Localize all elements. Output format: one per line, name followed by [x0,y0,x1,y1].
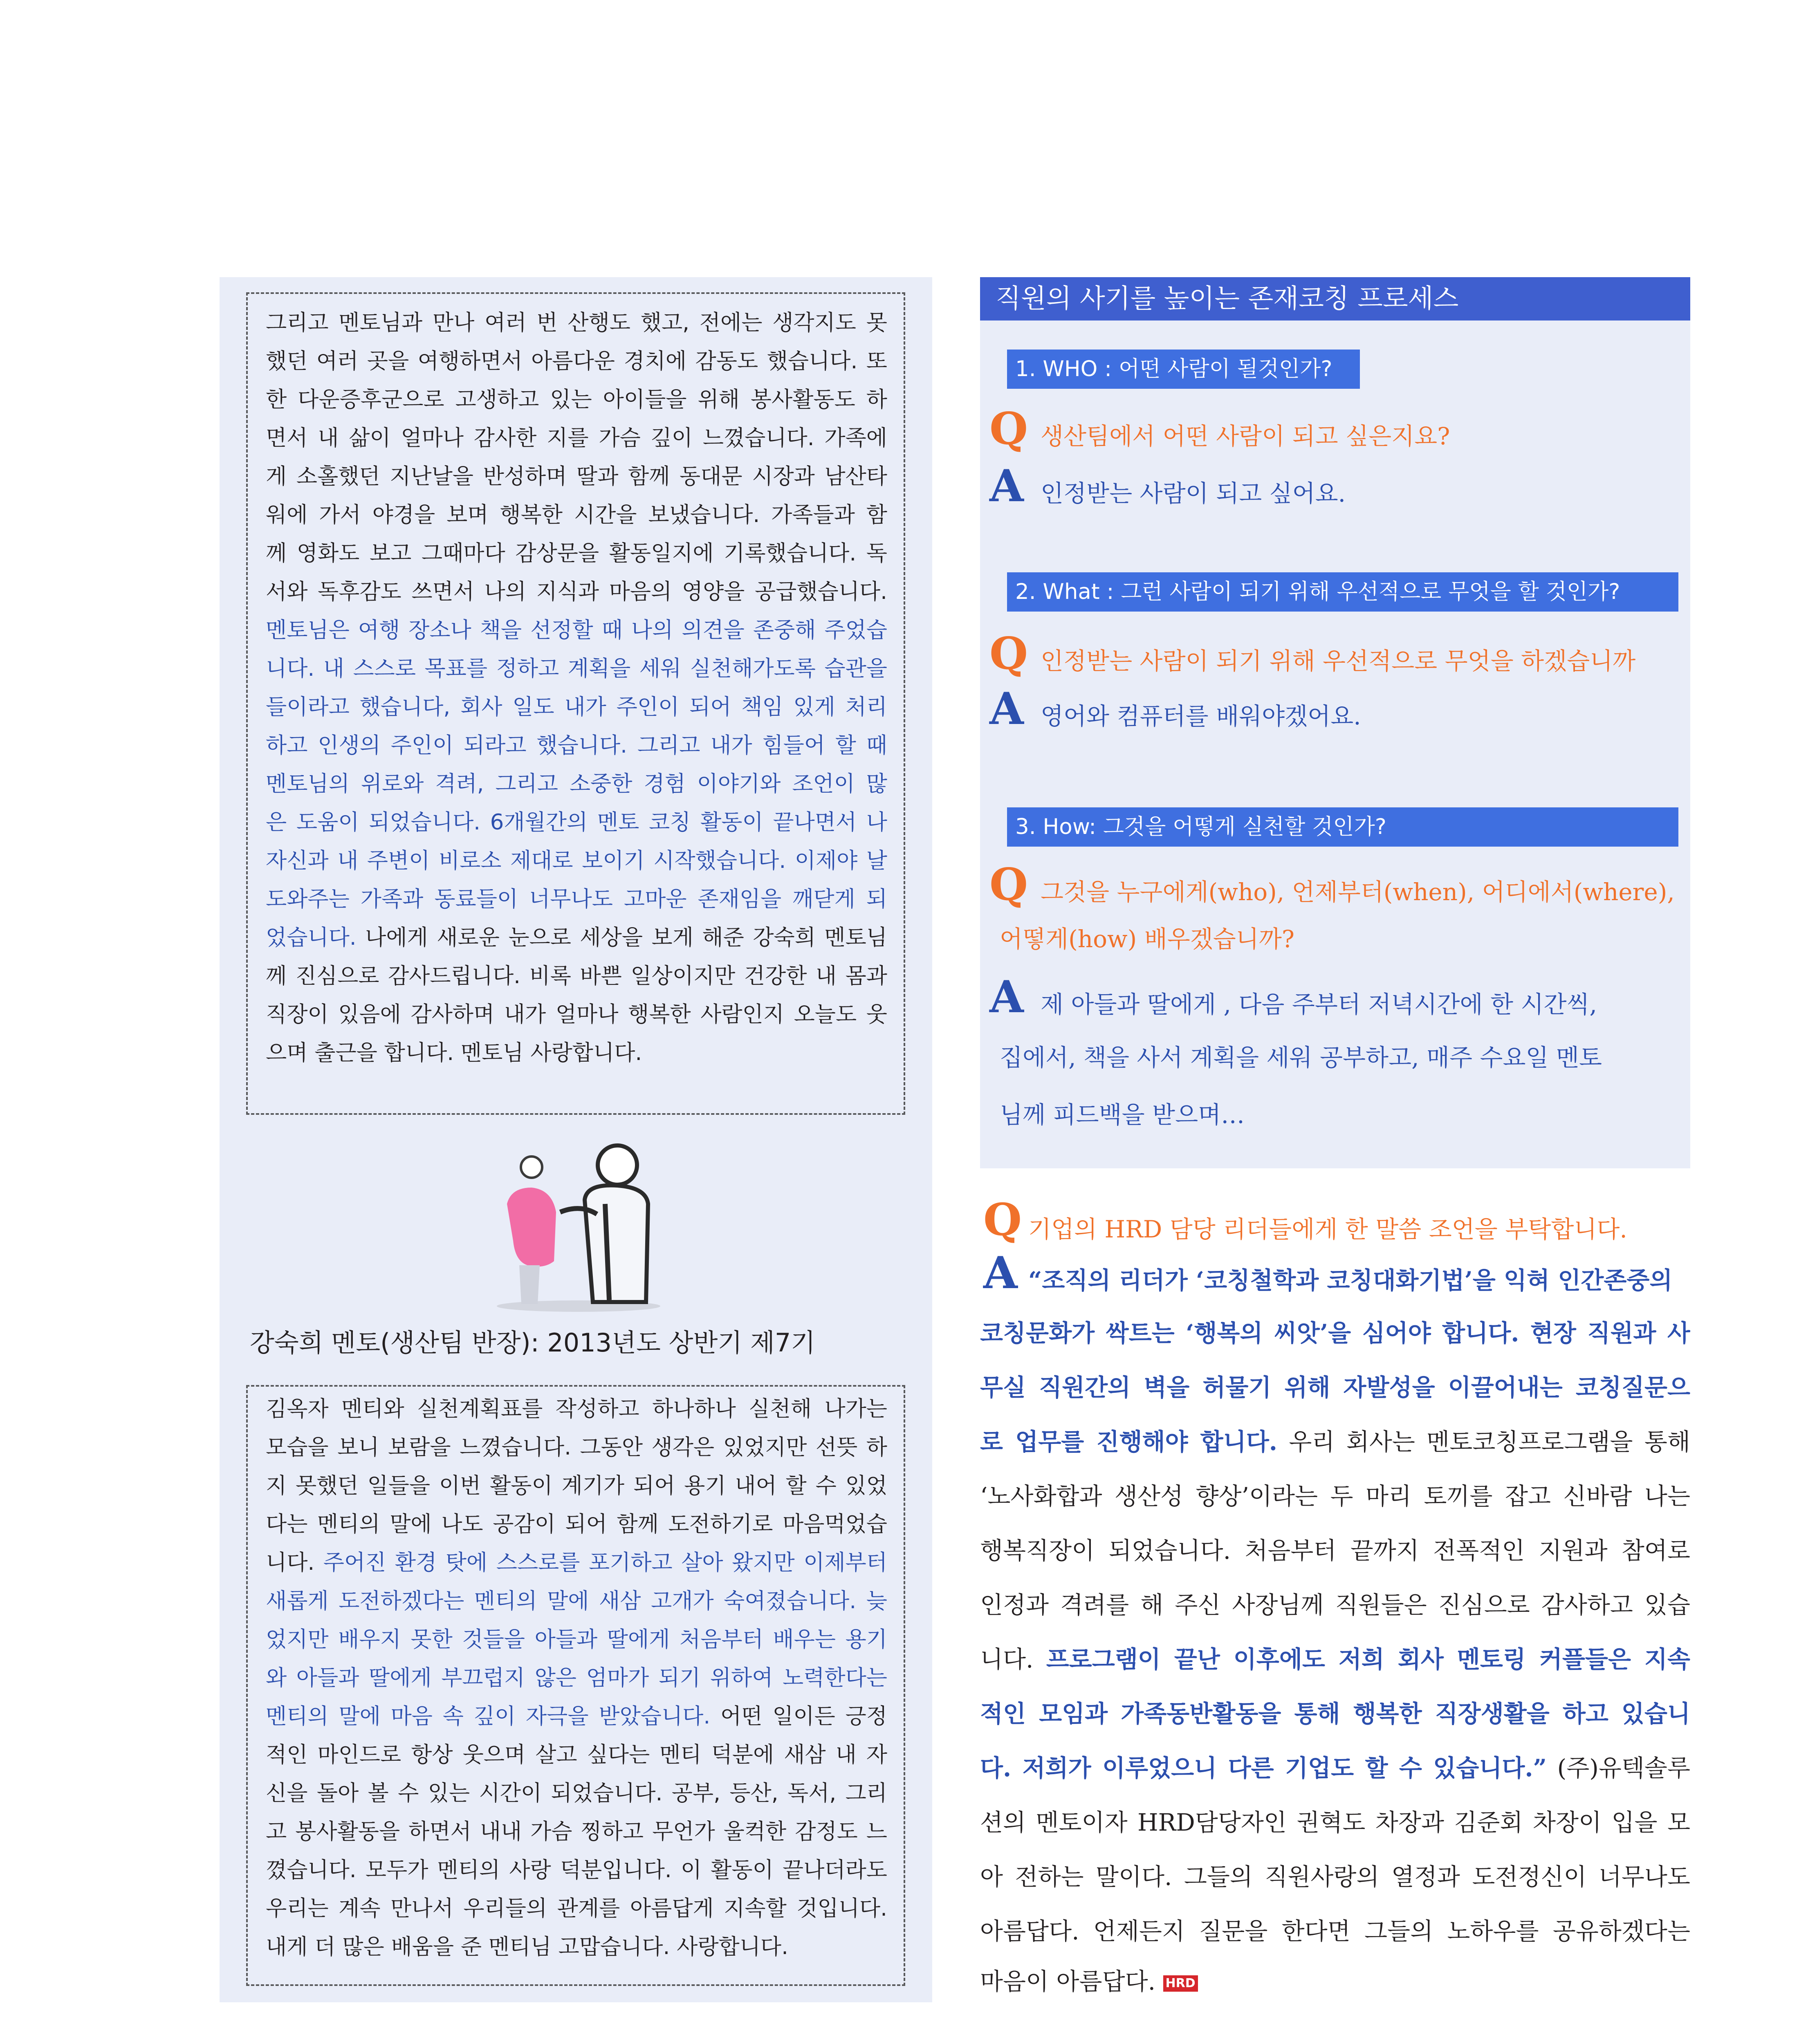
step-3-question-line-2: 어떻게(how) 배우겠습니까? [1000,925,1294,953]
mentor-text-line: 니다. 주어진 환경 탓에 스스로를 포기하고 살아 왔지만 이제부터 [266,1550,887,1575]
mentee-text-line: 그리고 멘토님과 만나 여러 번 산행도 했고, 전에는 생각지도 못 [266,310,887,335]
interview-a-letter: A [983,1247,1018,1299]
interview-answer-first-line: “조직의 리더가 ‘코칭철학과 코칭대화기법’을 익혀 인간존중의 [1028,1266,1673,1294]
mentor-testimonial-text [266,1390,887,1966]
interview-answer-line: 로 업무를 진행해야 합니다. 우리 회사는 멘토코칭프로그램을 통해 [980,1428,1690,1456]
mentee-text-line: 었습니다. 나에게 새로운 눈으로 세상을 보게 해준 강숙희 멘토님 [266,925,887,950]
mentor-text-line: 적인 마인드로 항상 웃으며 살고 싶다는 멘티 덕분에 새삼 내 자 [266,1742,887,1767]
interview-answer-line: 무실 직원간의 벽을 허물기 위해 자발성을 이끌어내는 코칭질문으 [980,1374,1690,1401]
interview-answer-line: 행복직장이 되었습니다. 처음부터 끝까지 전폭적인 지원과 참여로 [980,1537,1690,1564]
step-1-q-letter: Q [989,403,1028,455]
mentor-text-line: 신을 돌아 볼 수 있는 시간이 되었습니다. 공부, 등산, 독서, 그리 [266,1781,887,1806]
interview-answer-line: 션의 멘토이자 HRD담당자인 권혁도 차장과 김준회 차장이 입을 모 [980,1809,1690,1836]
mentoring-figures-illustration [482,1143,675,1314]
mentor-text-line: 우리는 계속 만나서 우리들의 관계를 아름답게 지속할 것입니다. [266,1896,887,1921]
mentor-text-line: 모습을 보니 보람을 느꼈습니다. 그동안 생각은 있었지만 선뜻 하 [266,1435,887,1460]
interview-question: 기업의 HRD 담당 리더들에게 한 말씀 조언을 부탁합니다. [1028,1215,1627,1243]
mentor-text-line: 었지만 배우지 못한 것들을 아들과 딸에게 처음부터 배우는 용기 [266,1627,887,1652]
mentor-text-line: 새롭게 도전하겠다는 멘티의 말에 새삼 고개가 숙여졌습니다. 늦 [266,1589,887,1614]
mentee-text-line: 께 영화도 보고 그때마다 감상문을 활동일지에 기록했습니다. 독 [266,541,887,566]
mentor-text-line: 고 봉사활동을 하면서 내내 가슴 찡하고 무언가 울컥한 감정도 느 [266,1819,887,1844]
mentor-caption: 강숙희 멘토(생산팀 반장): 2013년도 상반기 제7기 [250,1328,816,1358]
step-2-q-letter: Q [989,628,1028,679]
mentee-text-line: 하고 인생의 주인이 되라고 했습니다. 그리고 내가 힘들어 할 때 [266,733,887,758]
step-3-heading: 3. How: 그것을 어떻게 실천할 것인가? [1007,807,1678,847]
step-2-a-letter: A [989,683,1024,735]
mentee-text-line: 멘토님의 위로와 격려, 그리고 소중한 경험 이야기와 조언이 많 [266,771,887,796]
interview-answer-line: 니다. 프로그램이 끝난 이후에도 저희 회사 멘토링 커플들은 지속 [980,1645,1690,1673]
mentee-text-line: 들이라고 했습니다, 회사 일도 내가 주인이 되어 책임 있게 처리 [266,695,887,719]
mentee-text-line: 했던 여러 곳을 여행하면서 아름다운 경치에 감동도 했습니다. 또 [266,349,887,374]
hrd-end-mark: HRD [1163,1975,1198,1992]
interview-answer-line: ‘노사화합과 생산성 향상’이라는 두 마리 토끼를 잡고 신바람 나는 [980,1482,1690,1510]
mentee-text-line: 으며 출근을 합니다. 멘토님 사랑합니다. [266,1040,642,1065]
interview-answer-line: 아름답다. 언제든지 질문을 한다면 그들의 노하우를 공유하겠다는 [980,1917,1690,1945]
step-1-answer: 인정받는 사람이 되고 싶어요. [1041,480,1346,507]
mentee-testimonial-text [266,304,887,1072]
mentor-text-line: 지 못했던 일들을 이번 활동이 계기가 되어 용기 내어 할 수 있었 [266,1473,887,1498]
step-3-answer-line-3: 님께 피드백을 받으며… [1000,1101,1245,1129]
interview-answer-body [980,1306,1690,1959]
step-3-question-line-1: 그것을 누구에게(who), 언제부터(when), 어디에서(where), [1041,878,1675,906]
mentee-text-line: 서와 독후감도 쓰면서 나의 지식과 마음의 영양을 공급했습니다. [266,579,887,604]
mentor-text-line: 다는 멘티의 말에 나도 공감이 되어 함께 도전하기로 마음먹었습 [266,1512,887,1537]
interview-answer-line: 인정과 격려를 해 주신 사장님께 직원들은 진심으로 감사하고 있습 [980,1591,1690,1619]
step-2-question: 인정받는 사람이 되기 위해 우선적으로 무엇을 하겠습니까 [1041,647,1636,675]
mentee-text-line: 멘토님은 여행 장소나 책을 선정할 때 나의 의견을 존중해 주었습 [266,618,887,643]
mentee-text-line: 자신과 내 주변이 비로소 제대로 보이기 시작했습니다. 이제야 날 [266,848,887,873]
interview-answer-line: 다. 저희가 이루었으니 다른 기업도 할 수 있습니다.” (주)유텍솔루 [980,1754,1690,1782]
interview-q-letter: Q [983,1194,1022,1246]
interview-answer-line: 적인 모임과 가족동반활동을 통해 행복한 직장생활을 하고 있습니 [980,1700,1690,1728]
step-3-a-letter: A [989,971,1024,1023]
step-1-question: 생산팀에서 어떤 사람이 되고 싶은지요? [1041,422,1450,450]
interview-answer-last-line: 마음이 아름답다. HRD [980,1962,1198,1997]
step-3-answer-line-2: 집에서, 책을 사서 계획을 세워 공부하고, 매주 수요일 멘토 [1000,1044,1602,1071]
mentee-text-line: 께 진심으로 감사드립니다. 비록 바쁜 일상이지만 건강한 내 몸과 [266,964,887,988]
interview-answer-line: 아 전하는 말이다. 그들의 직원사랑의 열정과 도전정신이 너무나도 [980,1863,1690,1891]
mentee-text-line: 면서 내 삶이 얼마나 감사한 지를 가슴 깊이 느꼈습니다. 가족에 [266,426,887,450]
mentor-text-line: 김옥자 멘티와 실천계획표를 작성하고 하나하나 실천해 나가는 [266,1396,887,1421]
process-title: 직원의 사기를 높이는 존재코칭 프로세스 [980,277,1690,320]
mentee-text-line: 직장이 있음에 감사하며 내가 얼마나 행복한 사람인지 오늘도 웃 [266,1002,887,1027]
mentee-text-line: 게 소홀했던 지난날을 반성하며 딸과 함께 동대문 시장과 남산타 [266,464,887,489]
mentee-text-line: 워에 가서 야경을 보며 행복한 시간을 보냈습니다. 가족들과 함 [266,502,887,527]
step-3-q-letter: Q [989,859,1028,910]
mentor-text-line: 멘티의 말에 마음 속 깊이 자극을 받았습니다. 어떤 일이든 긍정 [266,1704,887,1729]
mentee-text-line: 은 도움이 되었습니다. 6개월간의 멘토 코칭 활동이 끝나면서 나 [266,810,887,835]
mentor-text-line: 와 아들과 딸에게 부끄럽지 않은 엄마가 되기 위하여 노력한다는 [266,1665,887,1690]
mentor-text-line: 꼈습니다. 모두가 멘티의 사랑 덕분입니다. 이 활동이 끝나더라도 [266,1858,887,1883]
interview-answer-line: 코칭문화가 싹트는 ‘행복의 씨앗’을 심어야 합니다. 현장 직원과 사 [980,1319,1690,1347]
mentee-text-line: 니다. 내 스스로 목표를 정하고 계획을 세워 실천해가도록 습관을 [266,656,887,681]
mentee-text-line: 도와주는 가족과 동료들이 너무나도 고마운 존재임을 깨닫게 되 [266,887,887,912]
step-2-answer: 영어와 컴퓨터를 배워야겠어요. [1041,702,1361,730]
step-1-heading: 1. WHO : 어떤 사람이 될것인가? [1007,350,1360,389]
mentor-text-line: 내게 더 많은 배움을 준 멘티님 고맙습니다. 사랑합니다. [266,1934,788,1959]
mentee-text-line: 한 다운증후군으로 고생하고 있는 아이들을 위해 봉사활동도 하 [266,387,887,412]
step-2-heading: 2. What : 그런 사람이 되기 위해 우선적으로 무엇을 할 것인가? [1007,572,1678,612]
step-1-a-letter: A [989,460,1024,512]
step-3-answer-line-1: 제 아들과 딸에게 , 다음 주부터 저녁시간에 한 시간씩, [1041,991,1597,1018]
